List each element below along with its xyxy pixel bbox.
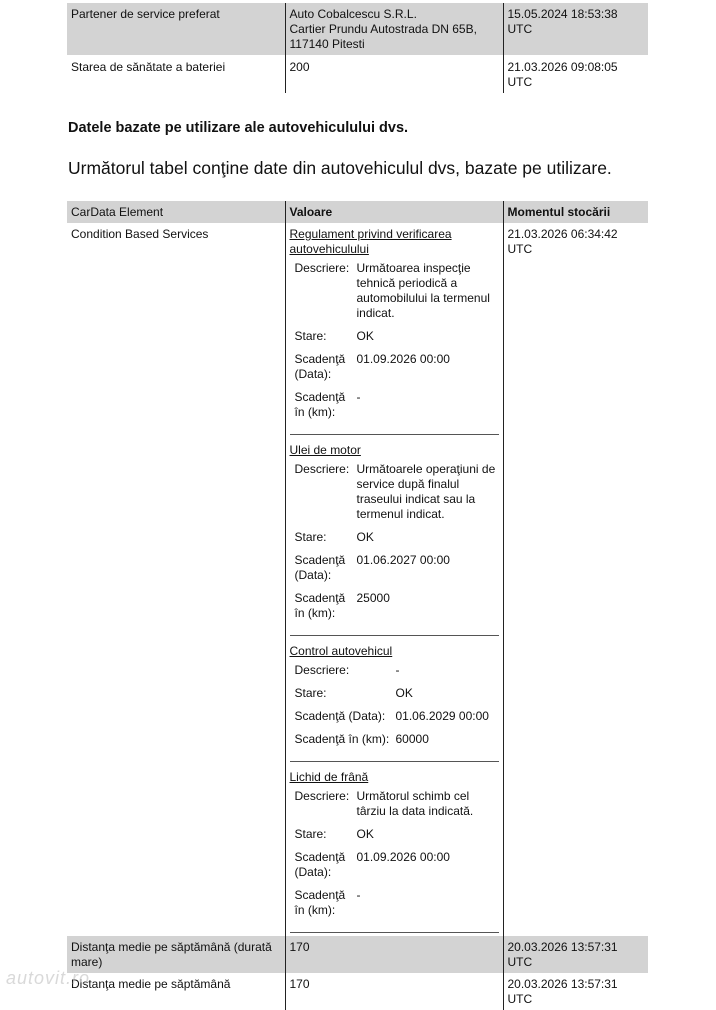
header-time: Momentul stocării [503,201,648,223]
kv-row: Scadenţă în (km): 60000 [294,732,429,746]
cbs-group-vehicle-check [290,644,499,762]
group-title: Regulament privind verificarea autovehiculului [289,227,452,256]
cbs-group-engine-oil [290,443,499,636]
table-row [67,3,648,55]
value-cell: 170 [285,973,503,1010]
element-cell: Condition Based Services [71,227,209,241]
time-cell: 20.03.2026 13:57:31 UTC [503,936,648,973]
kv-row: Stare: OK [294,686,413,700]
kv-row: Stare: OK [294,827,374,841]
value-cell: 200 [285,55,503,93]
value-cell [285,223,503,936]
element-cell: Partener de service preferat [67,3,285,55]
header-value: Valoare [285,201,503,223]
kv-row: Descriere: - [294,663,400,677]
table-header [67,201,648,223]
cbs-group-brake-fluid [290,770,499,933]
kv-row: Scadenţă în (km): - [294,390,361,419]
kv-row: Scadenţă (Data): 01.06.2027 00:00 [294,553,450,582]
element-cell: Starea de sănătate a bateriei [71,60,226,74]
kv-row: Descriere: Următoarele operaţiuni de service după finalul traseului indicat sau la termenul indicat. [294,462,496,521]
table-row [67,936,648,973]
value-cell: 170 [285,936,503,973]
cbs-group-inspection [290,227,499,435]
element-cell: Distanţa medie pe săptămână [71,977,231,991]
header-element: CarData Element [67,201,285,223]
table-row [67,55,648,93]
section-lead: Următorul tabel conţine date din autovehiculul dvs, bazate pe utilizare. [68,158,612,178]
watermark: autovit.ro [6,968,91,988]
element-cell: Distanţa medie pe săptămână (durată mare) [67,936,285,973]
value-cell: Auto Cobalcescu S.R.L. Cartier Prundu Autostrada DN 65B, 117140 Pitesti [285,3,503,55]
top-table [67,3,648,93]
kv-row: Stare: OK [294,530,374,544]
section-title: Datele bazate pe utilizare ale autovehiculului dvs. [68,120,409,136]
kv-row: Descriere: Următoarea inspecţie tehnică periodică a automobilului la termenul indicat. [294,261,490,320]
table-row-cbs [67,223,648,936]
group-title: Ulei de motor [289,443,361,457]
group-title: Control autovehicul [289,644,393,658]
table-row [67,973,648,1010]
time-cell: 20.03.2026 13:57:31 UTC [503,973,648,1010]
time-cell: 21.03.2026 09:08:05 UTC [503,55,648,93]
time-cell: 15.05.2024 18:53:38 UTC [503,3,648,55]
kv-row: Scadenţă în (km): 25000 [294,591,390,620]
usage-data-table [67,201,648,1010]
kv-row: Scadenţă în (km): - [294,888,361,917]
kv-row: Scadenţă (Data): 01.09.2026 00:00 [294,352,450,381]
kv-row: Descriere: Următorul schimb cel târziu la data indicată. [294,789,474,818]
group-title: Lichid de frână [289,770,369,784]
kv-row: Scadenţă (Data): 01.06.2029 00:00 [294,709,489,723]
kv-row: Scadenţă (Data): 01.09.2026 00:00 [294,850,450,879]
kv-row: Stare: OK [294,329,374,343]
time-cell: 21.03.2026 06:34:42 UTC [503,223,648,936]
